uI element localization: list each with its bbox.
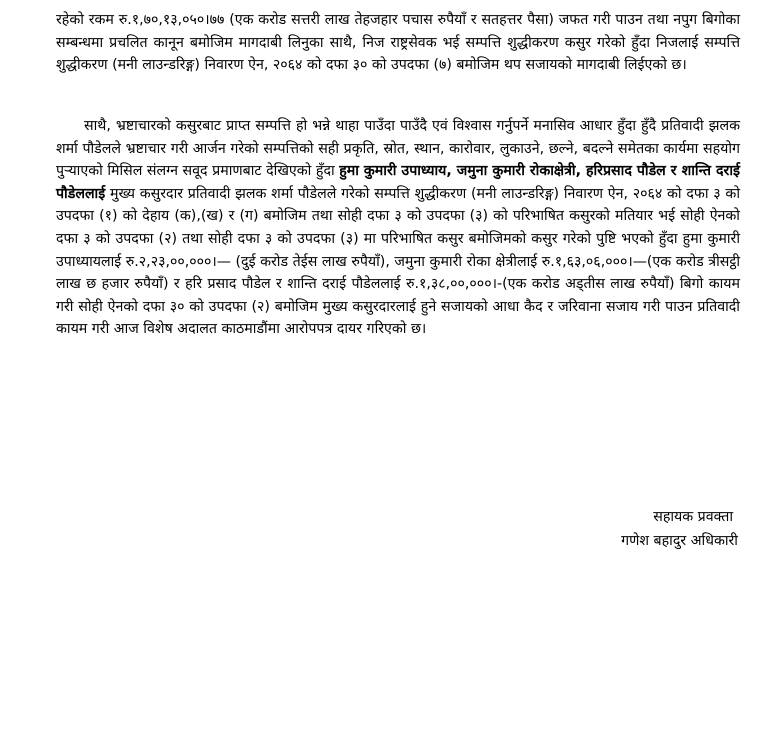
signatory-name: गणेश बहादुर अधिकारी xyxy=(621,533,738,549)
accused-names-bold: हुमा कुमारी उपाध्याय, जमुना कुमारी रोकाक्षेत्री, हरिप्रसाद पौडेल र शान्ति दराई पौडेललाई xyxy=(56,163,740,202)
paragraph-2-intro: साथै, भ्रष्टाचारको कसुरबाट प्राप्त सम्पत्ति हो भन्ने थाहा पाउँदा पाउँदै एवं विश्वास गर्नुपर्ने मनासिव आधार हुँदा हुँदै प्रतिवादी झलक शर्मा पौडेलले भ्रष्टाचार गरी आर्जन गरेको सम्पत्तिको सही प्रकृति, स्रोत, स्थान, कारोवार, लुकाउने, छल्ने, बदल्ने समेतका कार्यमा सहयोग पुऱ्याएको मिसिल संलग्न सवूद प्रमाणबाट देखिएको हुँदा xyxy=(56,118,740,180)
paragraph-1-text: रहेको रकम रु.१,७०,१३,०५०।७७ (एक करोड सत्तरी लाख तेहजहार पचास रुपैयाँ र सतहत्तर पैसा) जफत गरी पाउन तथा नपुग बिगोका सम्बन्धमा प्रचलित कानून बमोजिम मागदाबी लिनुका साथै, निज राष्ट्रसेवक भई सम्पत्ति शुद्धीकरण कसुर गरेको हुँदा निजलाई सम्पत्ति शुद्धीकरण (मनी लाउन्डरिङ्ग) निवारण ऐन, २०६४ को दफा ३० को उपदफा (७) बमोजिम थप सजायको मागदाबी लिईएको छ। xyxy=(56,12,740,74)
signatory-title: सहायक प्रवक्ता xyxy=(653,509,733,525)
paragraph-accomplice-charges xyxy=(56,115,740,341)
paragraph-2-rest: मुख्य कसुरदार प्रतिवादी झलक शर्मा पौडेलले गरेको सम्पत्ति शुद्धीकरण (मनी लाउन्डरिङ्ग) निवारण ऐन, २०६४ को दफा ३ को उपदफा (१) को देहाय (क),(ख) र (ग) बमोजिम तथा सोही दफा ३ को उपदफा (३) को परिभाषित कसुरको मतियार भई सोही ऐनको दफा ३ को उपदफा (२) तथा सोही दफा ३ को उपदफा (३) मा परिभाषित कसुर बमोजिमको कसुर गरेको पुष्टि भएको हुँदा हुमा कुमारी उपाध्यायलाई रु.२,२३,००,०००।— (दुई करोड तेईस लाख रुपैयाँ), जमुना कुमारी रोका क्षेत्रीलाई रु.१,६३,०६,०००।—(एक करोड त्रीसट्ठी लाख छ हजार रुपैयाँ) र हरि प्रसाद पौडेल र शान्ति दराई पौडेललाई रु.१,३८,००,०००।-(एक करोड अड्तीस लाख रुपैयाँ) बिगो कायम गरी सोही ऐनको दफा ३० को उपदफा (२) बमोजिम मुख्य कसुरदारलाई हुने सजायको आधा कैद र जरिवाना सजाय गरी पाउन प्रतिवादी कायम गरी आज विशेष अदालत काठमाडौंमा आरोपपत्र दायर गरिएको छ। xyxy=(56,185,740,338)
paragraph-confiscation-claim xyxy=(56,9,740,77)
